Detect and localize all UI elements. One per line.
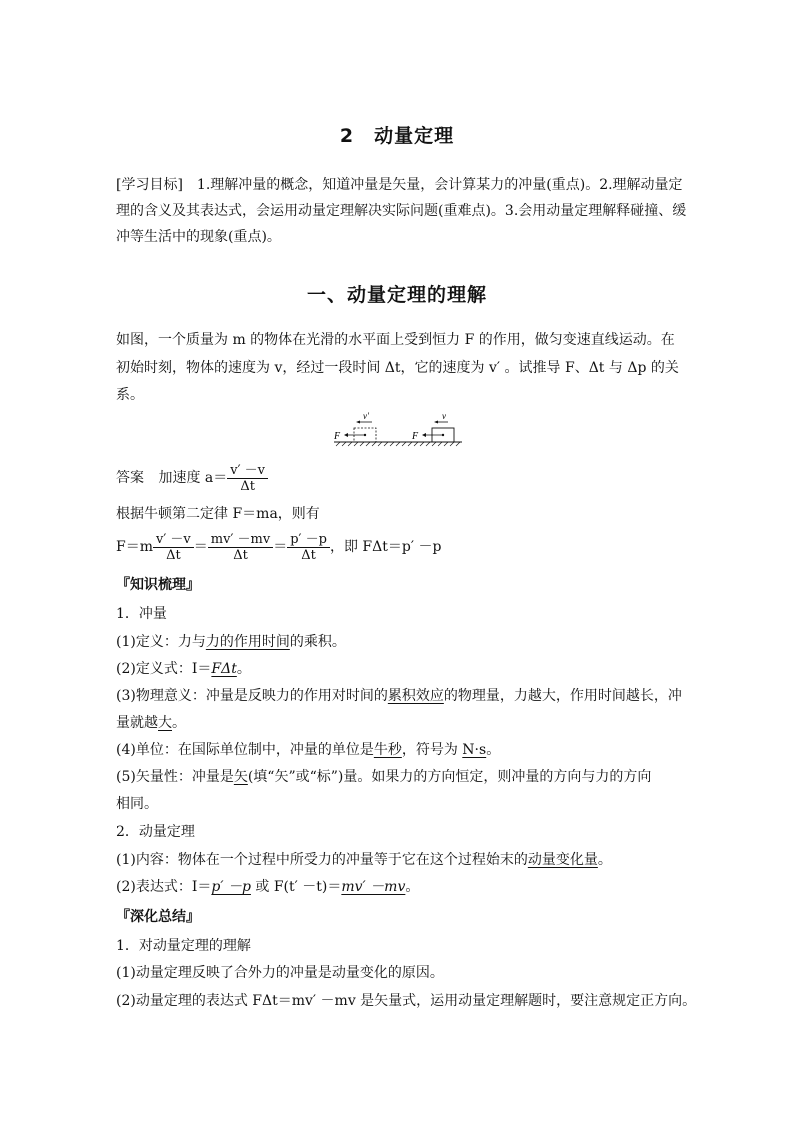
answer-label: 答案 bbox=[116, 470, 144, 486]
fraction-3-denominator: Δt bbox=[301, 547, 316, 563]
accel-fraction bbox=[227, 463, 268, 494]
accel-denominator: Δt bbox=[240, 478, 255, 494]
content-blank: 动量变化量 bbox=[527, 852, 598, 868]
accel-prefix: 加速度 a＝ bbox=[158, 470, 228, 486]
theorem-content bbox=[116, 847, 612, 873]
left-force-label: F bbox=[334, 431, 341, 442]
formula-text-a: (2)定义式：I＝ bbox=[116, 661, 212, 677]
problem-line-3: 系。 bbox=[116, 387, 144, 403]
unit-text-c: 。 bbox=[486, 742, 501, 758]
impulse-definition bbox=[116, 629, 346, 655]
impulse-meaning-2 bbox=[116, 710, 186, 736]
knowledge-header: 『知识梳理』 bbox=[116, 577, 200, 593]
answer-line bbox=[116, 458, 268, 498]
f-suffix: ，即 FΔt＝p′ －p bbox=[329, 539, 442, 555]
meaning-text-b: 的物理量，力越大，作用时间越长，冲 bbox=[443, 688, 682, 704]
impulse-heading: 1．冲量 bbox=[116, 606, 167, 622]
summary-item-1: (1)动量定理反映了合外力的冲量是动量变化的原因。 bbox=[116, 965, 444, 981]
fraction-2-numerator: mv′ －mv bbox=[208, 532, 273, 548]
impulse-vector bbox=[116, 764, 651, 790]
summary-item-2: (2)动量定理的表达式 FΔt＝mv′ －mv 是矢量式，运用动量定理解题时，要注意规定正方向。 bbox=[116, 993, 697, 1009]
meaning2-text-b: 。 bbox=[172, 715, 186, 731]
def-text-a: (1)定义：力与 bbox=[116, 634, 206, 650]
vector-text-a: (5)矢量性：冲量是 bbox=[116, 769, 234, 785]
unit-blank-1: 牛秒 bbox=[373, 742, 402, 758]
meaning-text-a: (3)物理意义：冲量是反映力的作用对时间的 bbox=[116, 688, 388, 704]
ground-hatching bbox=[336, 442, 460, 446]
vector-text-b: (填“矢”或“标”)量。如果力的方向恒定，则冲量的方向与力的方向 bbox=[247, 769, 652, 785]
objectives-line-2: 理的含义及其表达式，会运用动量定理解决实际问题(重难点)。3.会用动量定理解释碰撞、缓 bbox=[116, 203, 687, 219]
deep-header: 『深化总结』 bbox=[116, 909, 200, 925]
meaning2-text-a: 量就越 bbox=[116, 715, 158, 731]
def-text-b: 的乘积。 bbox=[289, 634, 346, 650]
section-title: 一、动量定理的理解 bbox=[306, 284, 487, 306]
right-velocity-label: v bbox=[442, 411, 446, 421]
f-prefix: F＝m bbox=[116, 539, 153, 555]
theorem-expression bbox=[116, 874, 419, 900]
fraction-3-numerator: p′ －p bbox=[287, 532, 330, 548]
right-force-label: F bbox=[412, 431, 419, 442]
expr-text-b: 或 F(t′ －t)＝ bbox=[250, 879, 342, 895]
unit-text-b: ，符号为 bbox=[401, 742, 463, 758]
content-text-a: (1)内容：物体在一个过程中所受力的冲量等于它在这个过程始末的 bbox=[116, 852, 528, 868]
fraction-2 bbox=[208, 532, 273, 563]
theorem-heading: 2．动量定理 bbox=[116, 824, 195, 840]
fraction-2-denominator: Δt bbox=[233, 547, 248, 563]
left-velocity-label: v′ bbox=[363, 411, 369, 421]
expr-text-c: 。 bbox=[405, 879, 420, 895]
problem-line-1: 如图，一个质量为 m 的物体在光滑的水平面上受到恒力 F 的作用，做匀变速直线运动。在 bbox=[116, 332, 675, 348]
problem-line-2: 初始时刻，物体的速度为 v，经过一段时间 Δt，它的速度为 v′ 。试推导 F、Δt 与 Δp 的关 bbox=[116, 360, 679, 376]
unit-text-a: (4)单位：在国际单位制中，冲量的单位是 bbox=[116, 742, 374, 758]
summary-heading: 1．对动量定理的理解 bbox=[116, 938, 251, 954]
fraction-1 bbox=[153, 532, 194, 563]
objectives-line-1: [学习目标] 1.理解冲量的概念，知道冲量是矢量，会计算某力的冲量(重点)。2.理解动量定 bbox=[116, 177, 683, 193]
impulse-formula bbox=[116, 656, 251, 682]
accel-numerator: v′ －v bbox=[227, 463, 268, 479]
equals-2: ＝ bbox=[273, 539, 288, 555]
unit-blank-2: N·s bbox=[462, 742, 487, 758]
force-derivation bbox=[116, 527, 441, 567]
def-blank: 力的作用时间 bbox=[205, 634, 290, 650]
fraction-1-numerator: v′ －v bbox=[153, 532, 194, 548]
impulse-vector-2: 相同。 bbox=[116, 796, 158, 812]
newton-line: 根据牛顿第二定律 F＝ma，则有 bbox=[116, 506, 320, 522]
formula-text-b: 。 bbox=[236, 661, 251, 677]
objectives-line-3: 冲等生活中的现象(重点)。 bbox=[116, 229, 281, 245]
vector-blank: 矢 bbox=[233, 769, 248, 785]
fraction-1-denominator: Δt bbox=[166, 547, 181, 563]
expr-blank-1: p′ －p bbox=[211, 879, 251, 895]
expr-blank-2: mv′ －mv bbox=[341, 879, 406, 895]
expr-text-a: (2)表达式：I＝ bbox=[116, 879, 212, 895]
formula-blank: FΔt bbox=[211, 661, 237, 677]
fraction-3 bbox=[287, 532, 330, 563]
block-figure bbox=[330, 410, 466, 450]
impulse-unit bbox=[116, 737, 500, 763]
meaning-blank: 累积效应 bbox=[387, 688, 444, 704]
content-text-b: 。 bbox=[597, 852, 612, 868]
impulse-meaning bbox=[116, 683, 682, 709]
page-title: 2 动量定理 bbox=[339, 125, 455, 147]
meaning2-blank: 大 bbox=[158, 715, 172, 731]
equals-1: ＝ bbox=[193, 539, 208, 555]
